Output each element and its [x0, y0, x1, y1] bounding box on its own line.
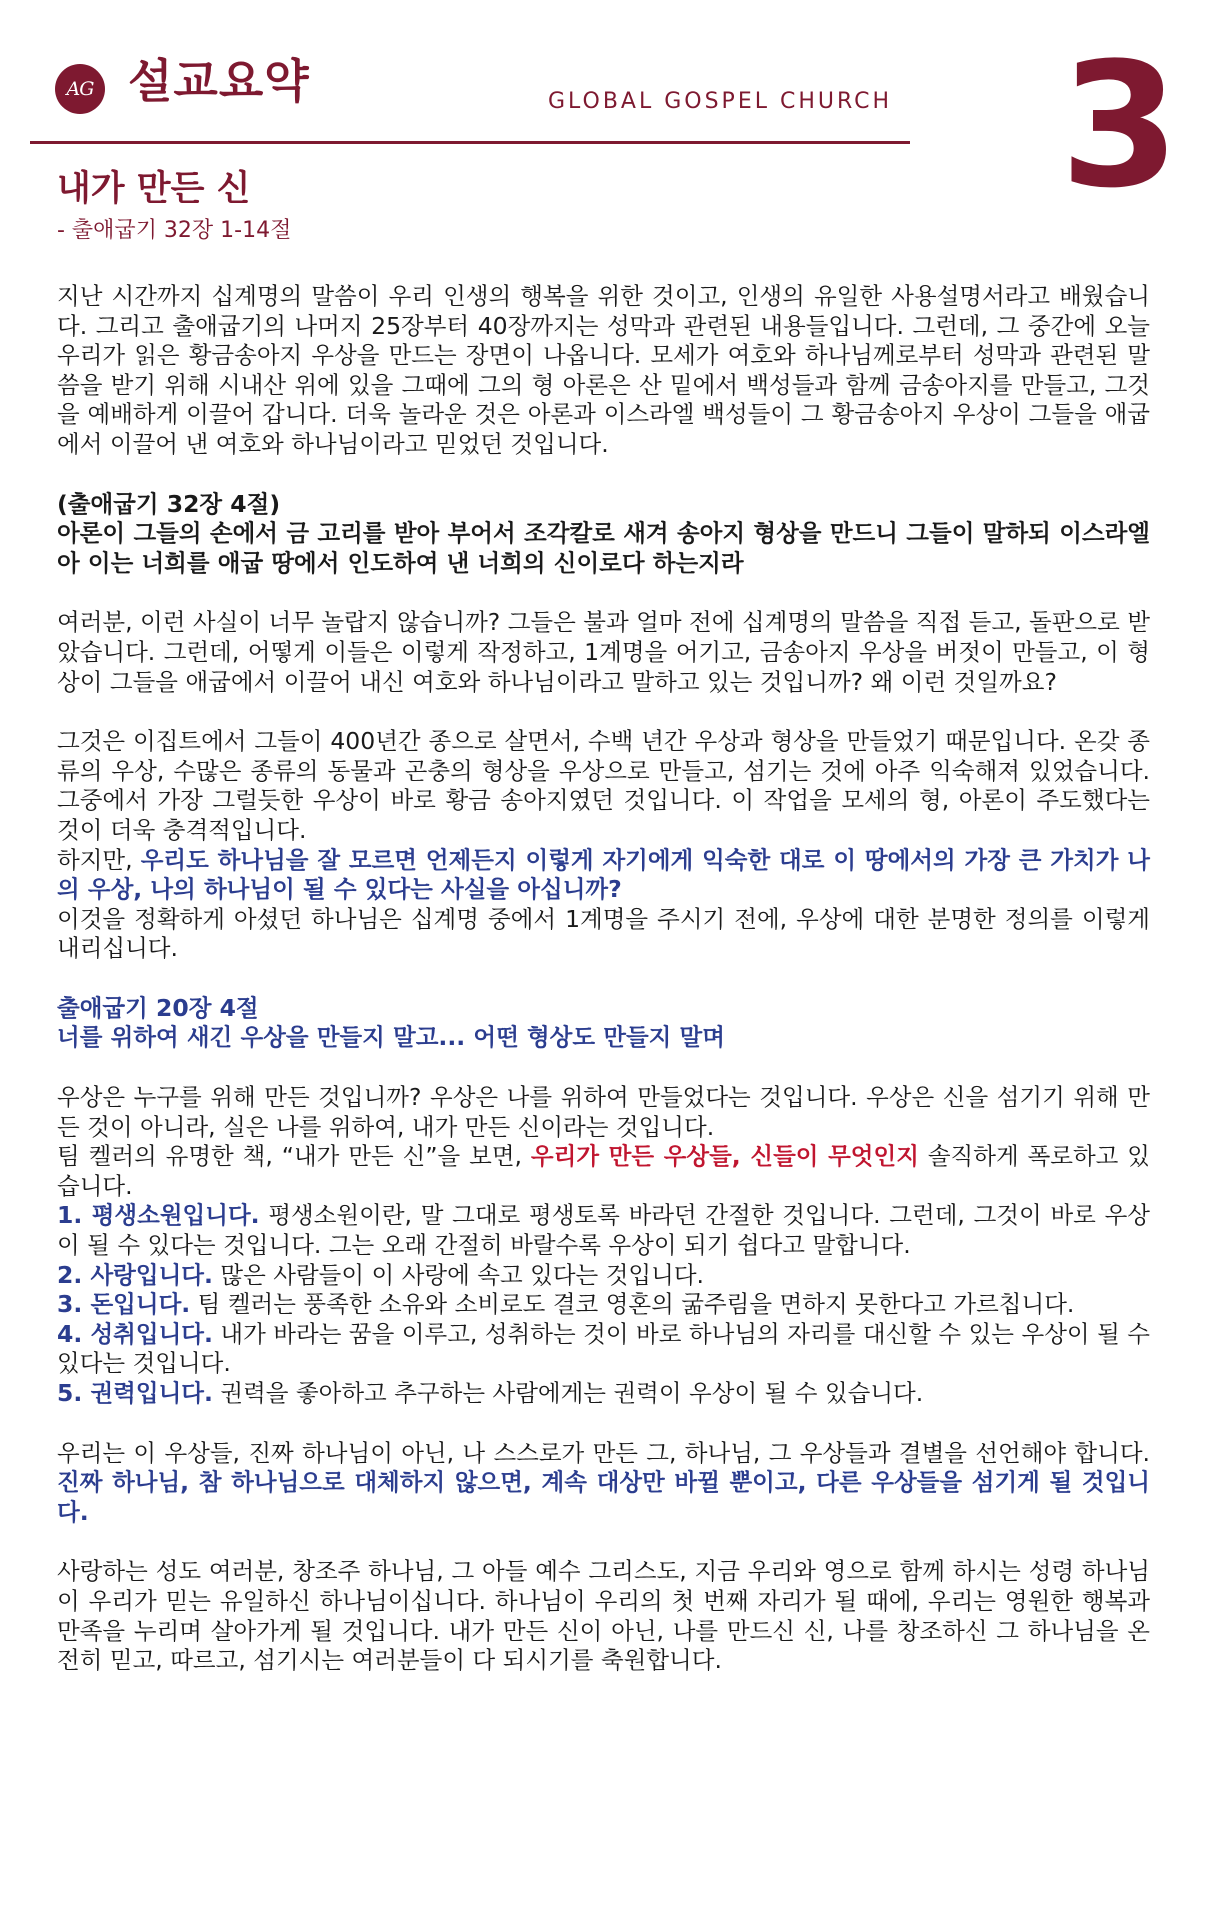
- brand-title: 설교요약: [128, 54, 310, 108]
- paragraph-question: 여러분, 이런 사실이 너무 놀랍지 않습니까? 그들은 불과 얼마 전에 십계명의 말씀을 직접 듣고, 돌판으로 받았습니다. 그런데, 어떻게 이들은 이렇게 작정하고, 1계명을 어기고, 금송아지 우상을 버젓이 만들고, 이 형상이 그들을 애굽에서 이끌어 내신 여호와 하나님이라고 말하고 있는 것입니까? 왜 이런 것일까요?: [57, 608, 1150, 696]
- list-item-text: 권력을 좋아하고 추구하는 사람에게는 권력이 우상이 될 수 있습니다.: [212, 1379, 924, 1407]
- list-item-label: 4. 성취입니다.: [57, 1319, 213, 1348]
- verse-reference: 출애굽기 20장 4절: [57, 993, 259, 1022]
- church-name: GLOBAL GOSPEL CHURCH: [548, 89, 893, 114]
- list-item-text: 팀 켈러는 풍족한 소유와 소비로도 결코 영혼의 굶주림을 면하지 못한다고 가르칩니다.: [190, 1290, 1075, 1319]
- list-item-text: 많은 사람들이 이 사랑에 속고 있다는 것입니다.: [212, 1260, 704, 1289]
- paragraph-text: 우리는 이 우상들, 진짜 하나님이 아닌, 나 스스로가 만든 그, 하나님, 그 우상들과 결별을 선언해야 합니다.: [57, 1438, 1150, 1467]
- header-divider: [30, 141, 910, 144]
- paragraph-declaration: [57, 1439, 1150, 1528]
- verse-text: 아론이 그들의 손에서 금 고리를 받아 부어서 조각칼로 새겨 송아지 형상을 만드니 그들이 말하되 이스라엘아 이는 너희를 애굽 땅에서 인도하여 낸 너희의 신이로다 하는지라: [57, 519, 1150, 577]
- paragraph-idols: [57, 1083, 1150, 1409]
- sermon-body: [57, 282, 1150, 1676]
- paragraph-closing: 사랑하는 성도 여러분, 창조주 하나님, 그 아들 예수 그리스도, 지금 우리와 영으로 함께 하시는 성령 하나님이 우리가 믿는 유일하신 하나님이십니다. 하나님이 우리의 첫 번째 자리가 될 때에, 우리는 영원한 행복과 만족을 누리며 살아가게 될 것입니다. 내가 만든 신이 아닌, 나를 만드신 신, 나를 창조하신 그 하나님을 온전히 믿고, 따르고, 섬기시는 여러분들이 다 되시기를 축원합니다.: [57, 1557, 1150, 1675]
- logo-text: AG: [66, 78, 94, 100]
- paragraph-text: 팀 켈러의 유명한 책, “내가 만든 신”을 보면,: [57, 1142, 531, 1171]
- sermon-title: 내가 만든 신: [57, 169, 251, 209]
- paragraph-text: 이것을 정확하게 아셨던 하나님은 십계명 중에서 1계명을 주시기 전에, 우상에 대한 분명한 정의를 이렇게 내리십니다.: [57, 904, 1150, 963]
- sermon-title-block: [57, 168, 917, 244]
- scripture-reference: - 출애굽기 32장 1-14절: [57, 218, 292, 243]
- list-item-label: 5. 권력입니다.: [57, 1379, 213, 1407]
- verse-quote-1: [57, 490, 1150, 579]
- list-item-label: 3. 돈입니다.: [57, 1290, 191, 1319]
- list-item-text: 평생소원이란, 말 그대로 평생토록 바라던 간절한 것입니다. 그런데, 그것이 바로 우상이 될 수 있다는 것입니다. 그는 오래 간절히 바랄수록 우상이 되기 쉽다고 말합니다.: [57, 1201, 1150, 1260]
- paragraph-text: 솔직하게 폭로하고 있습니다.: [57, 1142, 1151, 1200]
- verse-reference: (출애굽기 32장 4절): [57, 489, 281, 518]
- list-item-text: 내가 바라는 꿈을 이루고, 성취하는 것이 바로 하나님의 자리를 대신할 수 있는 우상이 될 수 있다는 것입니다.: [57, 1319, 1150, 1378]
- list-item-label: 2. 사랑입니다.: [57, 1260, 213, 1289]
- emphasis-text: 우리가 만든 우상들, 신들이 무엇인지: [530, 1142, 919, 1171]
- paragraph-egypt: [57, 727, 1150, 964]
- emphasis-text: 우리도 하나님을 잘 모르면 언제든지 이렇게 자기에게 익숙한 대로 이 땅에서의 가장 큰 가치가 나의 우상, 나의 하나님이 될 수 있다는 사실을 아십니까?: [57, 845, 1150, 904]
- emphasis-text: 진짜 하나님, 참 하나님으로 대체하지 않으면, 계속 대상만 바뀔 뿐이고, 다른 우상들을 섬기게 될 것입니다.: [57, 1468, 1150, 1526]
- paragraph-intro: 지난 시간까지 십계명의 말씀이 우리 인생의 행복을 위한 것이고, 인생의 유일한 사용설명서라고 배웠습니다. 그리고 출애굽기의 나머지 25장부터 40장까지는 성막과 관련된 내용들입니다. 그런데, 그 중간에 오늘 우리가 읽은 황금송아지 우상을 만드는 장면이 나옵니다. 모세가 여호와 하나님께로부터 성막과 관련된 말씀을 받기 위해 시내산 위에 있을 그때에 그의 형 아론은 산 밑에서 백성들과 함께 금송아지를 만들고, 그것을 예배하게 이끌어 갑니다. 더욱 놀라운 것은 아론과 이스라엘 백성들이 그 황금송아지 우상이 그들을 애굽에서 이끌어 낸 여호와 하나님이라고 믿었던 것입니다.: [57, 282, 1150, 458]
- church-logo: [55, 64, 105, 114]
- verse-text: 너를 위하여 새긴 우상을 만들지 말고... 어떤 형상도 만들지 말며: [57, 1023, 725, 1052]
- paragraph-text: 하지만,: [57, 845, 141, 874]
- paragraph-text: 우상은 누구를 위해 만든 것입니까? 우상은 나를 위하여 만들었다는 것입니다. 우상은 신을 섬기기 위해 만든 것이 아니라, 실은 나를 위하여, 내가 만든 신이라는 것입니다.: [57, 1083, 1150, 1141]
- paragraph-text: 그것은 이집트에서 그들이 400년간 종으로 살면서, 수백 년간 우상과 형상을 만들었기 때문입니다. 온갖 종류의 우상, 수많은 종류의 동물과 곤충의 형상을 우상으로 만들고, 섬기는 것에 아주 익숙해져 있었습니다. 그중에서 가장 그럴듯한 우상이 바로 황금 송아지였던 것입니다. 이 작업을 모세의 형, 아론이 주도했다는 것이 더욱 충격적입니다.: [57, 727, 1150, 844]
- list-item-label: 1. 평생소원입니다.: [57, 1201, 260, 1230]
- issue-number: 3: [1060, 25, 1180, 226]
- verse-quote-2: [57, 994, 1150, 1053]
